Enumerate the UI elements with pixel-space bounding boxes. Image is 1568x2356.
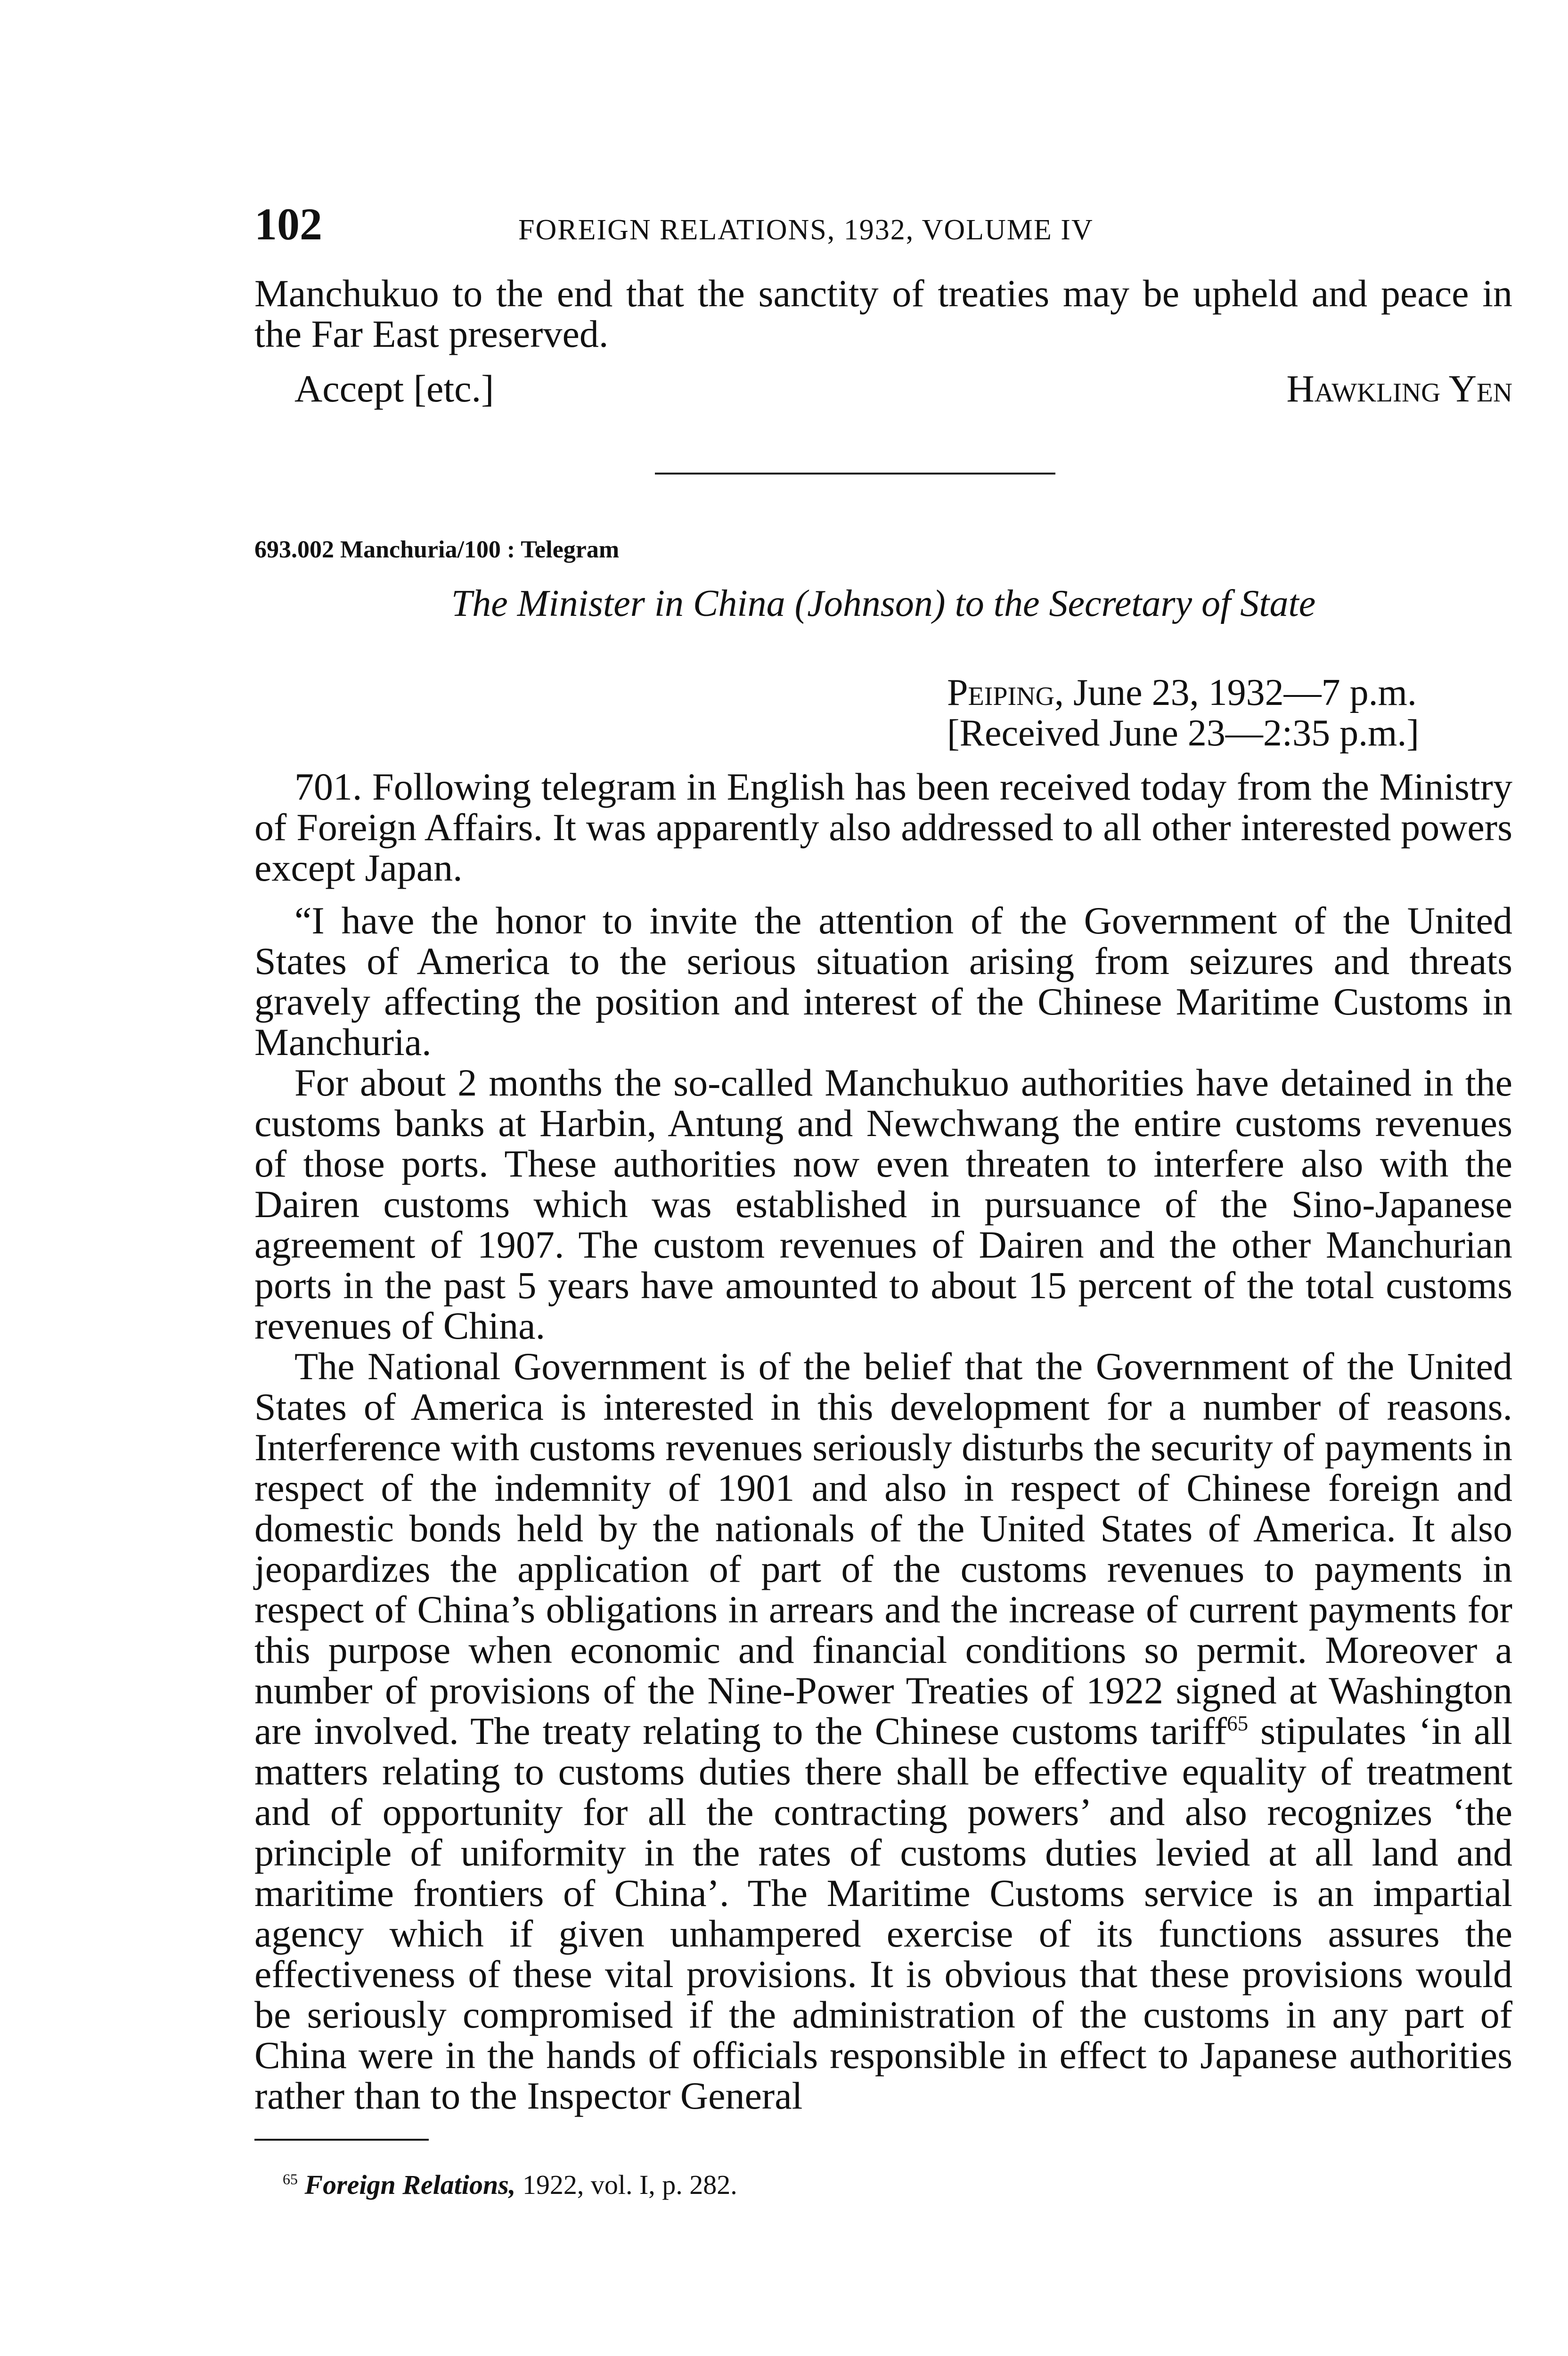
dateline-date: June 23, 1932—7 p.m. <box>1073 672 1417 713</box>
closing-accept: Accept [etc.] <box>294 367 494 410</box>
footnote-reference: 65 <box>1227 1711 1249 1735</box>
footnote-mark: 65 <box>283 2171 298 2188</box>
section-divider <box>655 473 1055 474</box>
footnote-source: Foreign Relations, <box>304 2169 516 2200</box>
dateline-sent <box>947 672 1512 713</box>
dateline-place: Peiping, <box>947 672 1064 713</box>
paragraph-4-part-2: stipulates ‘in all matters relating to customs duties there shall be effective equality of treatment and of opportunity for all the contracting powers’ and also recognizes ‘the principle of uniformity in the rates of customs duties levied at all land and maritime frontiers of China’. The Maritime Customs service is an impartial agency which if given unhampered exercise of its functions assures the effectiveness of these vital provisions. It is obvious that these provisions would be seriously compromised if the administration of the customs in any part of China were in the hands of officials responsible in effect to Japanese authorities rather than to the Inspector General <box>254 1710 1512 2117</box>
continuation-text: Manchukuo to the end that the sanctity of treaties may be upheld and peace in the Far East preserved. <box>254 272 1512 355</box>
paragraph-3: For about 2 months the so-called Manchukuo authorities have detained in the customs banks at Harbin, Antung and Newchwang the entire customs revenues of those ports. These authorities now even threaten to interfere also with the Dairen customs which was established in pursuance of the Sino-Japanese agreement of 1907. The custom revenues of Dairen and the other Manchurian ports in the past 5 years have amounted to about 15 percent of the total customs revenues of China. <box>254 1061 1512 1347</box>
footnote <box>254 2169 1512 2201</box>
paragraph-1: 701. Following telegram in English has been received today from the Ministry of Foreign Affairs. It was apparently also addressed to all other interested powers except Japan. <box>254 765 1512 889</box>
signature: Hawkling Yen <box>1286 367 1512 410</box>
document-page <box>254 179 1512 2201</box>
footnote-rule <box>254 2139 429 2141</box>
page-number: 102 <box>254 199 322 249</box>
running-title: FOREIGN RELATIONS, 1932, VOLUME IV <box>518 214 1094 246</box>
paragraph-2: “I have the honor to invite the attention of the Government of the United States of America to the serious situation arising from seizures and threats gravely affecting the position and interest of the Chinese Maritime Customs in Manchuria. <box>254 899 1512 1063</box>
dateline-received: [Received June 23—2:35 p.m.] <box>947 712 1419 754</box>
paragraph-4-part-1: The National Government is of the belief that the Government of the United States of America is interested in this development for a number of reasons. Interference with customs revenues seriously disturbs the security of payments in respect of the indemnity of 1901 and also in respect of Chinese foreign and domestic bonds held by the nationals of the United States of America. It also jeopardizes the application of part of the customs revenues to payments in respect of China’s obligations in arrears and the increase of current payments for this purpose when economic and financial conditions so permit. Moreover a number of provisions of the Nine-Power Treaties of 1922 signed at Washington are involved. The treaty relating to the Chinese customs tariff <box>254 1345 1512 1752</box>
paragraph-4 <box>254 1346 1512 2116</box>
footnote-detail: 1922, vol. I, p. 282. <box>515 2169 737 2200</box>
letter-closing <box>254 368 1512 409</box>
document-title: The Minister in China (Johnson) to the Secretary of State <box>451 583 1316 624</box>
page-header <box>254 198 1512 273</box>
file-reference: 693.002 Manchuria/100 : Telegram <box>254 536 620 563</box>
dateline <box>254 672 1512 753</box>
